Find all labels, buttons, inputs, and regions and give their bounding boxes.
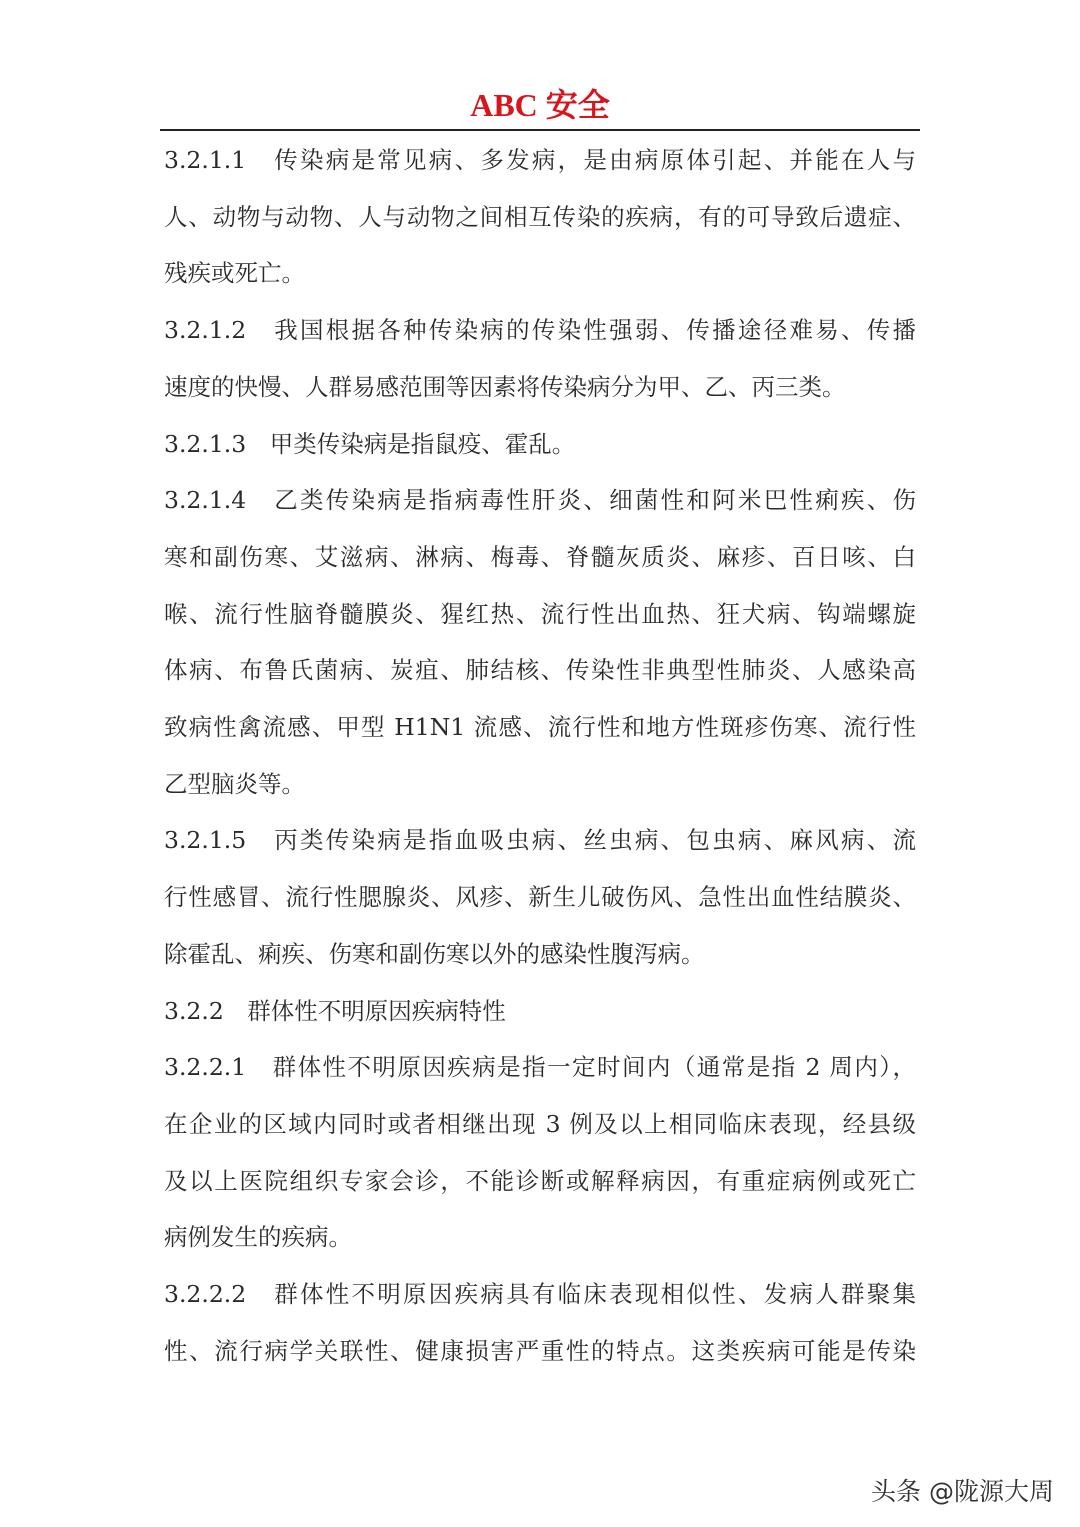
header-divider <box>160 129 920 131</box>
text-line: 乙型脑炎等。 <box>164 769 305 798</box>
text-line: 体病、布鲁氏菌病、炭疽、肺结核、传染性非典型性肺炎、人感染高 <box>164 656 916 685</box>
text-line: 除霍乱、痢疾、伤寒和副伤寒以外的感染性腹泻病。 <box>164 939 705 968</box>
text-line: 3.2.1.3 甲类传染病是指鼠疫、霍乱。 <box>164 429 576 458</box>
watermark: 头条 @陇源大周 <box>871 1477 1054 1506</box>
text-line: 性、流行病学关联性、健康损害严重性的特点。这类疾病可能是传染 <box>164 1336 916 1365</box>
text-line: 3.2.1.5 丙类传染病是指血吸虫病、丝虫病、包虫病、麻风病、流 <box>164 826 916 855</box>
text-line: 人、动物与动物、人与动物之间相互传染的疾病，有的可导致后遗症、 <box>164 202 916 231</box>
text-line: 在企业的区域内同时或者相继出现 3 例及以上相同临床表现，经县级 <box>164 1109 916 1138</box>
text-line: 3.2.1.4 乙类传染病是指病毒性肝炎、细菌性和阿米巴性痢疾、伤 <box>164 486 916 515</box>
text-line: 寒和副伤寒、艾滋病、淋病、梅毒、脊髓灰质炎、麻疹、百日咳、白 <box>164 542 916 571</box>
text-line: 致病性禽流感、甲型 H1N1 流感、流行性和地方性斑疹伤寒、流行性 <box>164 713 916 741</box>
text-line: 速度的快慢、人群易感范围等因素将传染病分为甲、乙、丙三类。 <box>164 372 846 401</box>
document-header-title: ABC 安全 <box>470 87 610 123</box>
text-line: 喉、流行性脑脊髓膜炎、猩红热、流行性出血热、狂犬病、钩端螺旋 <box>164 599 916 628</box>
text-line: 残疾或死亡。 <box>164 259 305 288</box>
text-line: 3.2.2.1 群体性不明原因疾病是指一定时间内（通常是指 2 周内）， <box>164 1053 916 1082</box>
text-line: 3.2.2.2 群体性不明原因疾病具有临床表现相似性、发病人群聚集 <box>164 1280 916 1308</box>
text-line: 3.2.2 群体性不明原因疾病特性 <box>164 996 506 1025</box>
text-line: 病例发生的疾病。 <box>164 1223 352 1252</box>
text-line: 3.2.1.2 我国根据各种传染病的传染性强弱、传播途径难易、传播 <box>164 316 916 345</box>
text-line: 行性感冒、流行性腮腺炎、风疹、新生儿破伤风、急性出血性结膜炎、 <box>164 883 916 912</box>
text-line: 3.2.1.1 传染病是常见病、多发病，是由病原体引起、并能在人与 <box>164 146 916 174</box>
text-line: 及以上医院组织专家会诊，不能诊断或解释病因，有重症病例或死亡 <box>164 1166 916 1195</box>
